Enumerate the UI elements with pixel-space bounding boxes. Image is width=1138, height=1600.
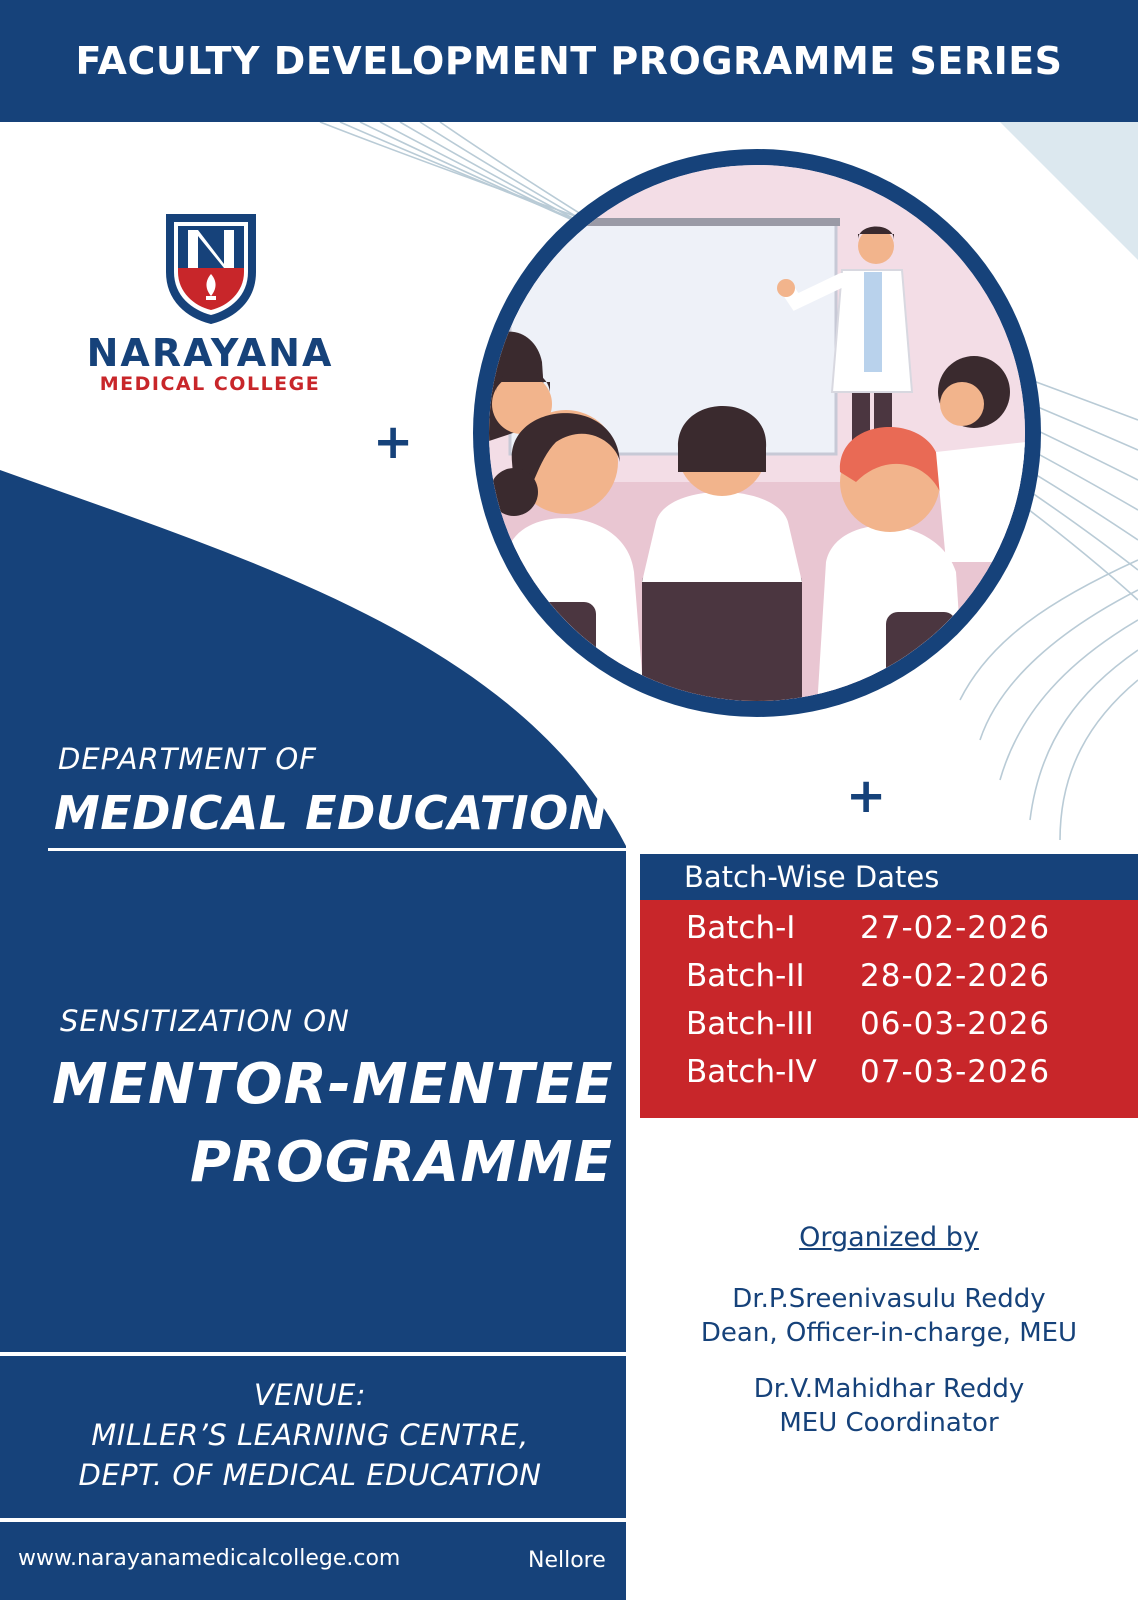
department-divider (48, 848, 626, 851)
programme-title-line1: MENTOR-MENTEE (52, 1052, 614, 1117)
batch-date: 27-02-2026 (860, 910, 1051, 946)
website-link[interactable]: www.narayanamedicalcollege.com (18, 1546, 401, 1571)
venue-line1: MILLER’S LEARNING CENTRE, (91, 1418, 529, 1452)
banner-title: FACULTY DEVELOPMENT PROGRAMME SERIES (75, 39, 1063, 83)
batch-row (686, 910, 1126, 958)
top-banner (0, 0, 1138, 122)
programme-title-line2: PROGRAMME (190, 1130, 613, 1195)
batch-name: Batch-I (686, 910, 796, 946)
dates-header (640, 854, 1138, 900)
batch-date: 28-02-2026 (860, 958, 1051, 994)
organizer-name: Dr.V.Mahidhar Reddy (753, 1374, 1025, 1404)
dates-header-label: Batch-Wise Dates (684, 860, 940, 894)
batch-name: Batch-II (686, 958, 805, 994)
plus-icon: + (846, 768, 887, 824)
batch-row (686, 1006, 1126, 1054)
organizer-name: Dr.P.Sreenivasulu Reddy (732, 1284, 1046, 1314)
department-name: MEDICAL EDUCATION (54, 786, 608, 840)
college-shield-logo (164, 212, 258, 324)
batch-date: 06-03-2026 (860, 1006, 1051, 1042)
lecture-illustration (466, 142, 1048, 724)
organizer-role: MEU Coordinator (779, 1408, 999, 1438)
department-prefix: DEPARTMENT OF (58, 742, 317, 776)
batch-name: Batch-III (686, 1006, 814, 1042)
college-name: NARAYANA (86, 331, 334, 375)
venue-divider-top (0, 1352, 636, 1356)
venue-divider-bottom (0, 1518, 636, 1522)
batch-row (686, 1054, 1126, 1102)
organizer-role: Dean, Officer-in-charge, MEU (700, 1318, 1078, 1348)
venue-line2: DEPT. OF MEDICAL EDUCATION (78, 1458, 542, 1492)
programme-prefix: SENSITIZATION ON (60, 1004, 350, 1038)
batch-row (686, 958, 1126, 1006)
dates-box (640, 900, 1138, 1118)
batch-name: Batch-IV (686, 1054, 817, 1090)
plus-icon: + (373, 414, 414, 470)
venue-label: VENUE: (253, 1378, 367, 1412)
college-subtitle: MEDICAL COLLEGE (99, 373, 321, 395)
batch-date: 07-03-2026 (860, 1054, 1051, 1090)
organized-by-title: Organized by (799, 1222, 979, 1253)
city-label: Nellore (528, 1548, 606, 1573)
